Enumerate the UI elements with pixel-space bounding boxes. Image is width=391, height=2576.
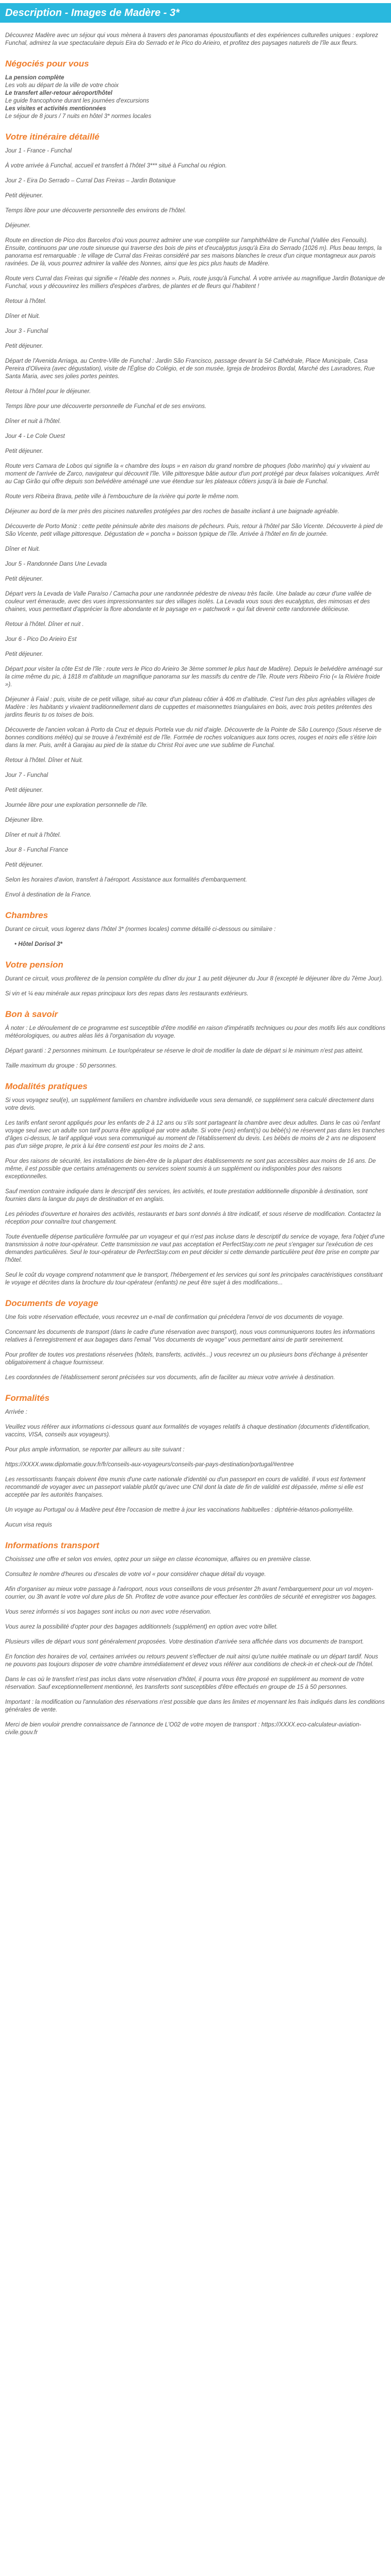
day-paragraph: Départ de l'Avenida Arriaga, au Centre-Ville de Funchal : Jardin São Francisco, passage devant la Sé Cathédrale, Place Municipale, Casa Pereira d'Oliveira (avec dégustation), visite de l'Église do Colégio, et de son musée, Igreja de brodeiros Bordal, Marché des Lavradores, Rue Santa Maria, avec ses jolies portes peintes.: [5, 358, 375, 380]
transport-paragraph: Choisissez une offre et selon vos envies, optez pour un siège en classe économique, affaires ou en première classe.: [5, 1556, 312, 1563]
day-paragraph: Dîner et nuit à l'hôtel.: [5, 418, 61, 425]
day-paragraph: Déjeuner à Faial : puis, visite de ce petit village, situé au cœur d'un plateau côtier à 406 m d'altitude. C'est l'un des plus agréables villages de Madère : les habitants y vivaient traditionnellement dans de cuppettes et maisonnettes triangulaires en bois, avec trois petites prétentes des jardins fleuris tu os toises de bois.: [5, 697, 376, 718]
day-paragraph: Petit déjeuner.: [5, 343, 43, 349]
transport-paragraph: Consultez le nombre d'heures ou d'escales de votre vol « pour considérer chaque détail du voyage.: [5, 1571, 266, 1578]
day-paragraph: Dîner et nuit à l'hôtel.: [5, 832, 61, 838]
day-paragraph: Dîner et Nuit.: [5, 313, 40, 319]
day-paragraph: Découverte de Porto Moniz : cette petite péninsule abrite des maisons de pêcheurs. Puis, retour à l'hôtel par São Vicente. Découverte à pied de São Vicente, petit village pittoresque. Dégustation de « poncha » boisson typique de l'île. Arrivée à l'hôtel en fin de journée.: [5, 523, 383, 537]
day-heading: Jour 5 - Randonnée Dans Une Levada: [5, 561, 107, 567]
good-to-know-paragraph: À noter : Le déroulement de ce programme est susceptible d'être modifié en raison d'impératifs techniques ou pour des motifs liés aux conditions météorologiques, ou autres aléas liés à l'organisation du voyage.: [5, 1025, 385, 1039]
formalities-paragraph: Aucun visa requis: [5, 1522, 52, 1528]
day-paragraph: Petit déjeuner.: [5, 576, 43, 582]
day-heading: Jour 4 - Le Cole Ouest: [5, 433, 65, 439]
highlight-item: Les vols au départ de la ville de votre choix: [5, 82, 119, 89]
day-paragraph: Selon les horaires d'avion, transfert à l'aéroport. Assistance aux formalités d'embarquement.: [5, 877, 247, 883]
day-paragraph: Départ pour visiter la côte Est de l'île : route vers le Pico do Arieiro 3e 3ème sommet le plus haut de Madère). Depuis le belvédère aménagé sur la cime même du pic, à 1818 m d'altitude un magnifique panorama sur les massifs du centre de l'île. Route vers Ribeiro Frio (« la Rivière froide »).: [5, 666, 383, 688]
formalities-paragraph: Veuillez vous référer aux informations ci-dessous quant aux formalités de voyages relatifs à chaque destination (documents d'identification, vaccins, VISA, conseils aux voyageurs).: [5, 1424, 370, 1438]
day-paragraph: Temps libre pour une découverte personnelle de Funchal et de ses environs.: [5, 403, 207, 410]
formalities-paragraph: Arrivée :: [5, 1409, 27, 1415]
terms-paragraph: Sauf mention contraire indiquée dans le descriptif des services, les activités, et toute prestation additionnelle disponible à destination, sont fournies dans la langue du pays de destination et en anglais.: [5, 1189, 368, 1202]
highlight-item: Les visites et activités mentionnées: [5, 106, 106, 112]
docs-paras: [5, 1314, 386, 1382]
day-paragraph: Départ vers la Levada de Valle Paraíso / Camacha pour une randonnée pédestre de niveau très facile. Une balade au cœur d'une vallée de couleur vert émeraude, avec des vues impressionnantes sur des villages isolés. La Levada vous sous des eucalyptus, des mimosas et des chaines, vous permettant d'apprécier la flore abondante et le paysage en « patchwork » qui fait devenir cette randonnée délicieuse.: [5, 591, 372, 613]
intro-text: Découvrez Madère avec un séjour qui vous mènera à travers des panoramas époustouflants et des expériences culturelles uniques : explorez Funchal, admirez la vue spectaculaire depuis Eira do Serrado et le Pico do Arieiro, et profitez des paysages naturels de l'île aux fleurs.: [5, 32, 378, 46]
transport-title: Informations transport: [5, 1540, 100, 1550]
itinerary-title: Votre itinéraire détaillé: [5, 132, 100, 142]
highlight-item: Le séjour de 8 jours / 7 nuits en hôtel 3* normes locales: [5, 113, 152, 120]
good-to-know-paragraph: Taille maximum du groupe : 50 personnes.: [5, 1063, 117, 1069]
day-paragraph: Découverte de l'ancien volcan à Porto da Cruz et depuis Portela vue du nid d'aigle. Découverte de la Pointe de São Lourenço (Sous réserve de bonnes conditions météo) qui se trouve à l'extrémité est de l'île. Formée de roches volcaniques aux tons ocres, rouges et noirs elle s'étire loin dans la mer. Puis, arrêt à Garajau au pied de la statue du Christ Roi avec une vue sublime de Funchal.: [5, 727, 382, 749]
terms-paragraph: Toute éventuelle dépense particulière formulée par un voyageur et qui n'est pas incluse dans le descriptif du service de voyage, fera l'objet d'une transmission à notre tour-opérateur. Cette transmission ne vaut pas acceptation et PerfectStay.com ne peut s'engager sur l'exécution de ces demandes particulières. Seul le tour-opérateur de PerfectStay.com en peut décider si cette demande particulière peut être prise en compte par l'hôtel.: [5, 1234, 385, 1263]
day-heading: Jour 2 - Eira Do Serrado – Curral Das Freiras – Jardin Botanique: [5, 178, 176, 184]
day-paragraph: Retour à l'hôtel.: [5, 298, 47, 304]
hotel-name: • Hôtel Dorisol 3*: [14, 941, 386, 948]
terms-paragraph: Les périodes d'ouverture et horaires des activités, restaurants et bars sont donnés à titre indicatif, et sous réserve de modification. Contactez la réception pour connaître tout changement.: [5, 1211, 381, 1225]
transport-paragraph: Vous serez informés si vos bagages sont inclus ou non avec votre réservation.: [5, 1609, 211, 1615]
day-paragraph: Petit déjeuner.: [5, 787, 43, 793]
day-paragraph: Route vers Ribeira Brava, petite ville à l'embouchure de la rivière qui porte le même nom.: [5, 494, 240, 500]
docs-paragraph: Pour profiter de toutes vos prestations réservées (hôtels, transferts, activités...) vous recevrez un ou plusieurs bons d'échange à présenter obligatoirement à chaque fournisseur.: [5, 1352, 368, 1366]
highlight-item: La pension complète: [5, 75, 64, 81]
transport-paragraph: En fonction des horaires de vol, certaines arrivées ou retours peuvent s'effectuer de nuit ainsi qu'une nuitée matinale ou un départ tardif. Nous ne pouvons pas toujours disposer de votre chambre immédiatement et devez vous référer aux conditions de check-in et check-out de l'hôtel.: [5, 1654, 378, 1668]
day-heading: Jour 1 - France - Funchal: [5, 148, 72, 154]
day-heading: Jour 3 - Funchal: [5, 328, 48, 334]
pension-paragraph: Si vin et ¼ eau minérale aux repas principaux lors des repas dans les restaurants extérieurs.: [5, 991, 249, 997]
day-paragraph: Petit déjeuner.: [5, 651, 43, 657]
day-paragraph: Retour à l'hôtel pour le déjeuner.: [5, 388, 91, 395]
terms-paragraph: Les tarifs enfant seront appliqués pour les enfants de 2 à 12 ans ou s'ils sont partageant la chambre avec deux adultes. Dans le cas où l'enfant voyage seul avec un adulte son tarif pourra être appliqué par votre adulte. Si votre (vos) enfant(s) ou bébé(s) ne réservent pas dans les tranches d'âges ci-dessus, le tarif appliqué vous sera communiqué au moment de l'établissement du devis. Les bébés de moins de 2 ans ne disposent pas d'un siège propre, le prix à lui être consenti est pour les moins de 2 ans.: [5, 1120, 385, 1149]
formalities-title: Formalités: [5, 1393, 50, 1403]
rooms-text: Durant ce circuit, vous logerez dans l'hôtel 3* (normes locales) comme détaillé ci-dessous ou similaire :: [5, 926, 276, 933]
day-paragraph: Déjeuner libre.: [5, 817, 44, 823]
rooms-title: Chambres: [5, 910, 48, 920]
transport-paragraph: Merci de bien vouloir prendre connaissance de l'annonce de L'O02 de votre moyen de transport : https://XXXX.eco-calculateur-aviation-civile.gouv.fr: [5, 1722, 362, 1736]
itinerary-days: [5, 147, 386, 899]
transport-paragraph: Dans le cas où le transfert n'est pas inclus dans votre réservation d'hôtel, il pourra vous être proposé en supplément au moment de votre réservation. Sauf exceptionnellement mentionné, les transferts sont susceptibles d'être effectués en groupe de 15 à 50 personnes.: [5, 1676, 365, 1690]
docs-paragraph: Une fois votre réservation effectuée, vous recevrez un e-mail de confirmation qui précédera l'envoi de vos documents de voyage.: [5, 1314, 344, 1320]
transport-paragraph: Afin d'organiser au mieux votre passage à l'aéroport, nous vous conseillons de vous présenter 2h avant l'embarquement pour un vol moyen-courrier, ou 3h avant le votre vol dure plus de 5h. Profitez de votre avance pour effectuer les contrôles de sécurité et enregistrer vos bagages.: [5, 1586, 377, 1600]
day-heading: Jour 6 - Pico Do Arieiro Est: [5, 636, 77, 642]
day-heading: Jour 7 - Funchal: [5, 772, 48, 778]
formalities-paragraph: Les ressortissants français doivent être munis d'une carte nationale d'identité ou d'un passeport en cours de validité. Il vous est fortement recommandé de voyager avec un passeport valable plutôt qu'avec une CNI dont la date de fin de validité est dépassée, même si elle est acceptée par les autorités françaises.: [5, 1477, 366, 1498]
pension-title: Votre pension: [5, 960, 63, 970]
day-paragraph: Temps libre pour une découverte personnelle des environs de l'hôtel.: [5, 208, 186, 214]
formalities-paragraph: Un voyage au Portugal ou à Madère peut être l'occasion de mettre à jour les vaccinations habituelles : diphtérie-tétanos-poliomyélite.: [5, 1507, 354, 1513]
day-paragraph: Route vers Curral das Freiras qui signifie « l'étable des nonnes ». Puis, route jusqu'à Funchal. À votre arrivée au magnifique Jardin Botanique de Funchal, vous y découvrirez les milliers d'espèces d'arbres, de plantes et de fleurs qui l'habitent !: [5, 276, 385, 290]
page-header: [0, 3, 391, 23]
day-paragraph: Déjeuner.: [5, 223, 31, 229]
docs-title: Documents de voyage: [5, 1298, 99, 1308]
formalities-paras: [5, 1409, 386, 1529]
good-to-know-paragraph: Départ garanti : 2 personnes minimum. Le tour/opérateur se réserve le droit de modifier la date de départ si le minimum n'est pas atteint.: [5, 1048, 364, 1054]
transport-paragraph: Plusieurs villes de départ vous sont généralement proposées. Votre destination d'arrivée sera affichée dans vos documents de transport.: [5, 1639, 364, 1645]
highlights-title: Négociés pour vous: [5, 59, 89, 69]
day-paragraph: Envol à destination de la France.: [5, 892, 92, 898]
highlight-item: Le transfert aller-retour aéroport/hôtel: [5, 90, 112, 96]
formalities-paragraph: https://XXXX.www.diplomatie.gouv.fr/fr/conseils-aux-voyageurs/conseils-par-pays-destination/portugal/#entree: [5, 1462, 294, 1468]
terms-paragraph: Si vous voyagez seul(e), un supplément familiers en chambre individuelle vous sera demandé, ce supplément sera calculé directement dans votre devis.: [5, 1097, 374, 1111]
day-paragraph: Déjeuner au bord de la mer près des piscines naturelles protégées par des roches de basalte incliant à une baignade agréable.: [5, 509, 339, 515]
good-to-know-title: Bon à savoir: [5, 1009, 58, 1019]
day-paragraph: Route vers Camara de Lobos qui signifie la « chambre des loups » en raison du grand nombre de phoques (lobo marinho) qui y vivaient au moment de l'arrivée de Zarco, navigateur qui découvrit l'île. Ville pittoresque bâtie autour d'un port protégé par deux falaises volcaniques. Arrêt au Cap Girão qui offre depuis son belvédère aménagé une vue étendue sur les plateaux côtiers jusqu'à la baie de Funchal.: [5, 463, 379, 485]
transport-paragraph: Important : la modification ou l'annulation des réservations n'est possible que dans les limites et moyennant les frais indiqués dans les conditions générales de vente.: [5, 1699, 385, 1713]
terms-paras: [5, 1097, 386, 1287]
day-paragraph: Retour à l'hôtel. Dîner et nuit .: [5, 621, 84, 628]
day-paragraph: Dîner et Nuit.: [5, 546, 40, 552]
pension-paras: [5, 975, 386, 998]
day-paragraph: Petit déjeuner.: [5, 448, 43, 454]
formalities-paragraph: Pour plus ample information, se reporter par ailleurs au site suivant :: [5, 1447, 185, 1453]
main-content: [0, 23, 391, 1754]
pension-paragraph: Durant ce circuit, vous profiterez de la pension complète du dîner du jour 1 au petit déjeuner du Jour 8 (excepté le déjeuner libre du 7ème Jour).: [5, 976, 383, 982]
docs-paragraph: Les coordonnées de l'établissement seront précisées sur vos documents, afin de faciliter au mieux votre arrivée à destination.: [5, 1375, 335, 1381]
page-title: Description - Images de Madère - 3*: [5, 7, 180, 19]
day-paragraph: Retour à l'hôtel. Dîner et Nuit.: [5, 757, 84, 764]
day-heading: Jour 8 - Funchal France: [5, 847, 69, 853]
good-to-know-paras: [5, 1025, 386, 1070]
day-paragraph: À votre arrivée à Funchal, accueil et transfert à l'hôtel 3*** situé à Funchal ou région.: [5, 163, 227, 169]
terms-paragraph: Pour des raisons de sécurité, les installations de bien-être de la plupart des établissements ne sont pas accessibles aux moins de 16 ans. De même, il est possible que certains aménagements ou services soient soumis à un supplément ou indisponibles pour des raisons exceptionnelles.: [5, 1158, 376, 1180]
day-paragraph: Journée libre pour une exploration personnelle de l'île.: [5, 802, 148, 808]
docs-paragraph: Concernant les documents de transport (dans le cadre d'une réservation avec transport), nous vous communiquerons toutes les informations relatives à l'enregistrement et aux bagages dans l'email "Vos documents de voyage" vous permettant ainsi de partir sereinement.: [5, 1329, 375, 1343]
transport-paragraph: Vous aurez la possibilité d'opter pour des bagages additionnels (supplément) en option avec votre billet.: [5, 1624, 278, 1630]
highlight-item: Le guide francophone durant les journées d'excursions: [5, 98, 150, 104]
day-paragraph: Route en direction de Pico dos Barcelos d'où vous pourrez admirer une vue complète sur l'amphithéâtre de Funchal (Vallée des Fenouils). Ensuite, continuons par une route sinueuse qui traverse des bois de pins et d'eucalyptus jusqu'à Eira do Serrado (1026 m). Plus beau temps, la panorama est remarquable : le village de Curral das Freiras considéré par ses maisons blanches le creux d'un cirque montagneux aux parois ravinées. De là, vous pourrez admirer la vallée des Nonnes, ainsi que les pics plus hauts de Madère.: [5, 238, 382, 267]
transport-paras: [5, 1556, 386, 1737]
day-paragraph: Petit déjeuner.: [5, 862, 43, 868]
terms-title: Modalités pratiques: [5, 1081, 88, 1091]
day-paragraph: Petit déjeuner.: [5, 193, 43, 199]
terms-paragraph: Seul le coût du voyage comprend notamment que le transport, l'hébergement et les services qui sont les principales caractéristiques constituant le voyage et décrites dans la brochure du tour-opérateur (enfants) ne peut être sujet à des modifications...: [5, 1272, 383, 1286]
highlights-list: [5, 74, 386, 121]
